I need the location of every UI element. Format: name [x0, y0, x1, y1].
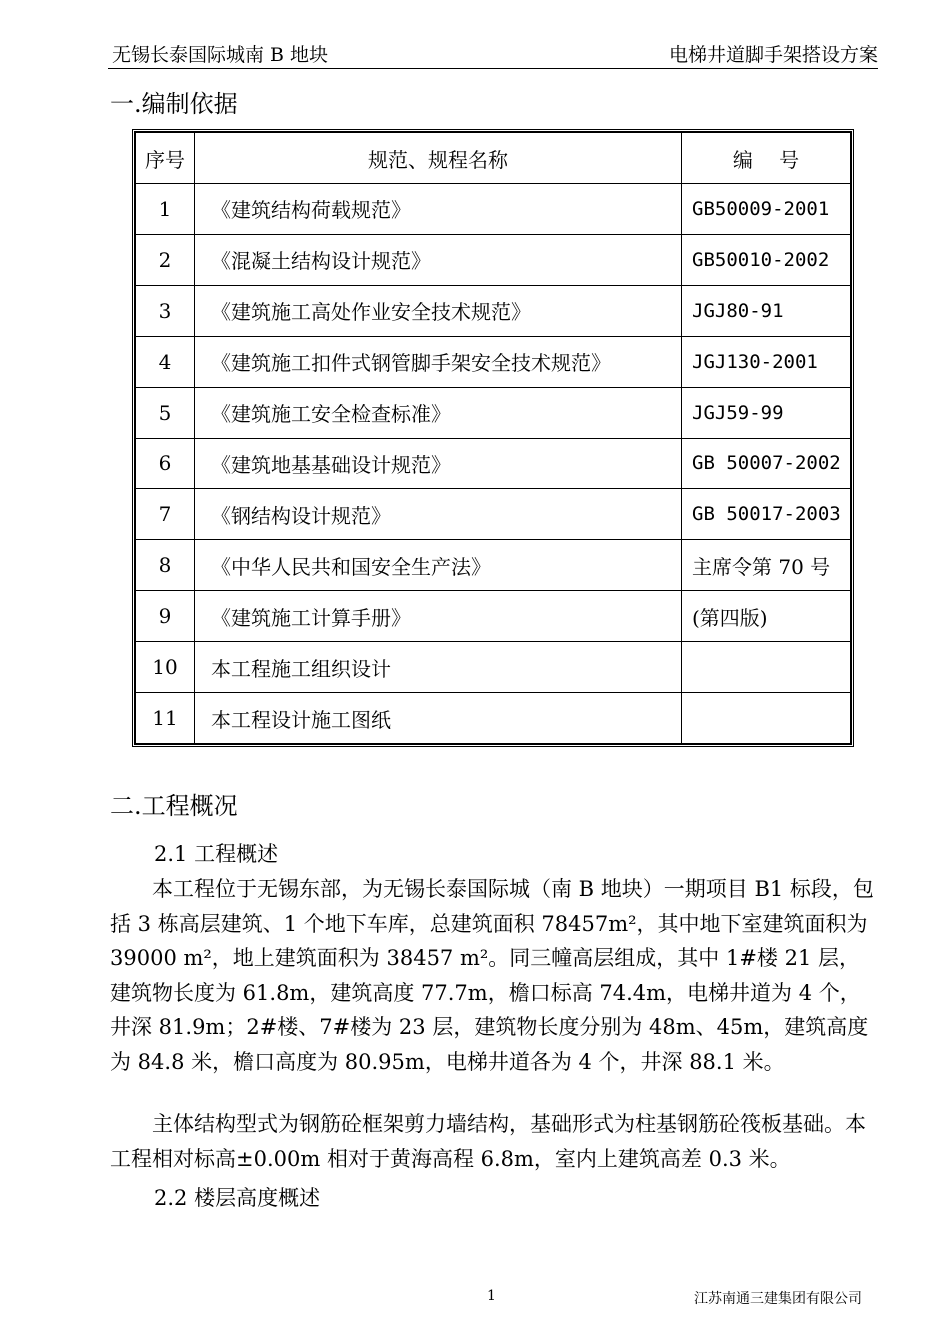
table-row — [136, 285, 851, 336]
page-header — [108, 38, 878, 69]
table-row — [136, 693, 851, 744]
standards-table — [132, 129, 854, 747]
row-number: 6 — [136, 438, 195, 489]
row-standard-name: 《混凝土结构设计规范》 — [195, 234, 682, 285]
header-document-title: 电梯井道脚手架搭设方案 — [668, 44, 878, 66]
row-standard-code: GB50010-2002 — [682, 234, 851, 285]
footer-company: 江苏南通三建集团有限公司 — [694, 1291, 862, 1307]
structure-paragraph: 主体结构型式为钢筋砼框架剪力墙结构，基础形式为柱基钢筋砼筏板基础。本工程相对标高±0.00m 相对于黄海高程 6.8m，室内上建筑高差 0.3 米。 — [110, 1112, 866, 1171]
header-name: 规范、规程名称 — [195, 133, 682, 184]
row-standard-name: 本工程设计施工图纸 — [195, 693, 682, 744]
row-standard-name: 《建筑施工高处作业安全技术规范》 — [195, 285, 682, 336]
row-standard-code — [682, 642, 851, 693]
table-row — [136, 642, 851, 693]
row-number: 3 — [136, 285, 195, 336]
row-standard-name: 《建筑施工计算手册》 — [195, 591, 682, 642]
header-seq: 序号 — [136, 133, 195, 184]
section-1-title: 一.编制依据 — [110, 90, 238, 118]
row-number: 11 — [136, 693, 195, 744]
project-overview-paragraph: 本工程位于无锡东部，为无锡长泰国际城（南 B 地块）一期项目 B1 标段，包括 3 栋高层建筑、1 个地下车库，总建筑面积 78457m²，其中地下室建筑面积为 39000 m²，地上建筑面积为 38457 m²。同三幢高层组成，其中 1#楼 21 层，建筑物长度为 61.8m，建筑高度 77.7m，檐口标高 74.4m，电梯井道为 4 个，井深 81.9m；2#楼、7#楼为 23 层，建筑物长度分别为 48m、45m，建筑高度为 84.8 米，檐口高度为 80.95m，电梯井道各为 4 个，井深 88.1 米。 — [110, 877, 874, 1074]
row-standard-name: 《中华人民共和国安全生产法》 — [195, 540, 682, 591]
row-number: 10 — [136, 642, 195, 693]
row-standard-code: GB50009-2001 — [682, 184, 851, 235]
row-number: 2 — [136, 234, 195, 285]
row-standard-name: 《建筑施工安全检查标准》 — [195, 387, 682, 438]
table-row — [136, 234, 851, 285]
subsection-2-2-title: 2.2 楼层高度概述 — [154, 1186, 321, 1210]
row-standard-name: 《建筑施工扣件式钢管脚手架安全技术规范》 — [195, 336, 682, 387]
header-code: 编 号 — [682, 133, 851, 184]
table-row — [136, 387, 851, 438]
row-number: 4 — [136, 336, 195, 387]
row-standard-code: 主席令第 70 号 — [682, 540, 851, 591]
row-standard-code — [682, 693, 851, 744]
row-standard-name: 《建筑地基基础设计规范》 — [195, 438, 682, 489]
table-row — [136, 336, 851, 387]
row-standard-code: JGJ80-91 — [682, 285, 851, 336]
table-row — [136, 540, 851, 591]
row-standard-code: GB 50007-2002 — [682, 438, 851, 489]
row-standard-name: 《建筑结构荷载规范》 — [195, 184, 682, 235]
row-standard-code: JGJ59-99 — [682, 387, 851, 438]
page-number: 1 — [487, 1288, 496, 1304]
row-number: 5 — [136, 387, 195, 438]
row-number: 8 — [136, 540, 195, 591]
table-row — [136, 591, 851, 642]
row-standard-code: (第四版) — [682, 591, 851, 642]
row-number: 1 — [136, 184, 195, 235]
row-standard-name: 本工程施工组织设计 — [195, 642, 682, 693]
table-header-row — [136, 133, 851, 184]
row-standard-code: GB 50017-2003 — [682, 489, 851, 540]
header-project-name: 无锡长泰国际城南 B 地块 — [112, 44, 329, 66]
table-row — [136, 489, 851, 540]
row-number: 9 — [136, 591, 195, 642]
section-2-title: 二.工程概况 — [110, 792, 238, 820]
subsection-2-1-title: 2.1 工程概述 — [154, 842, 279, 866]
row-number: 7 — [136, 489, 195, 540]
table-row — [136, 438, 851, 489]
row-standard-name: 《钢结构设计规范》 — [195, 489, 682, 540]
table-row — [136, 184, 851, 235]
row-standard-code: JGJ130-2001 — [682, 336, 851, 387]
